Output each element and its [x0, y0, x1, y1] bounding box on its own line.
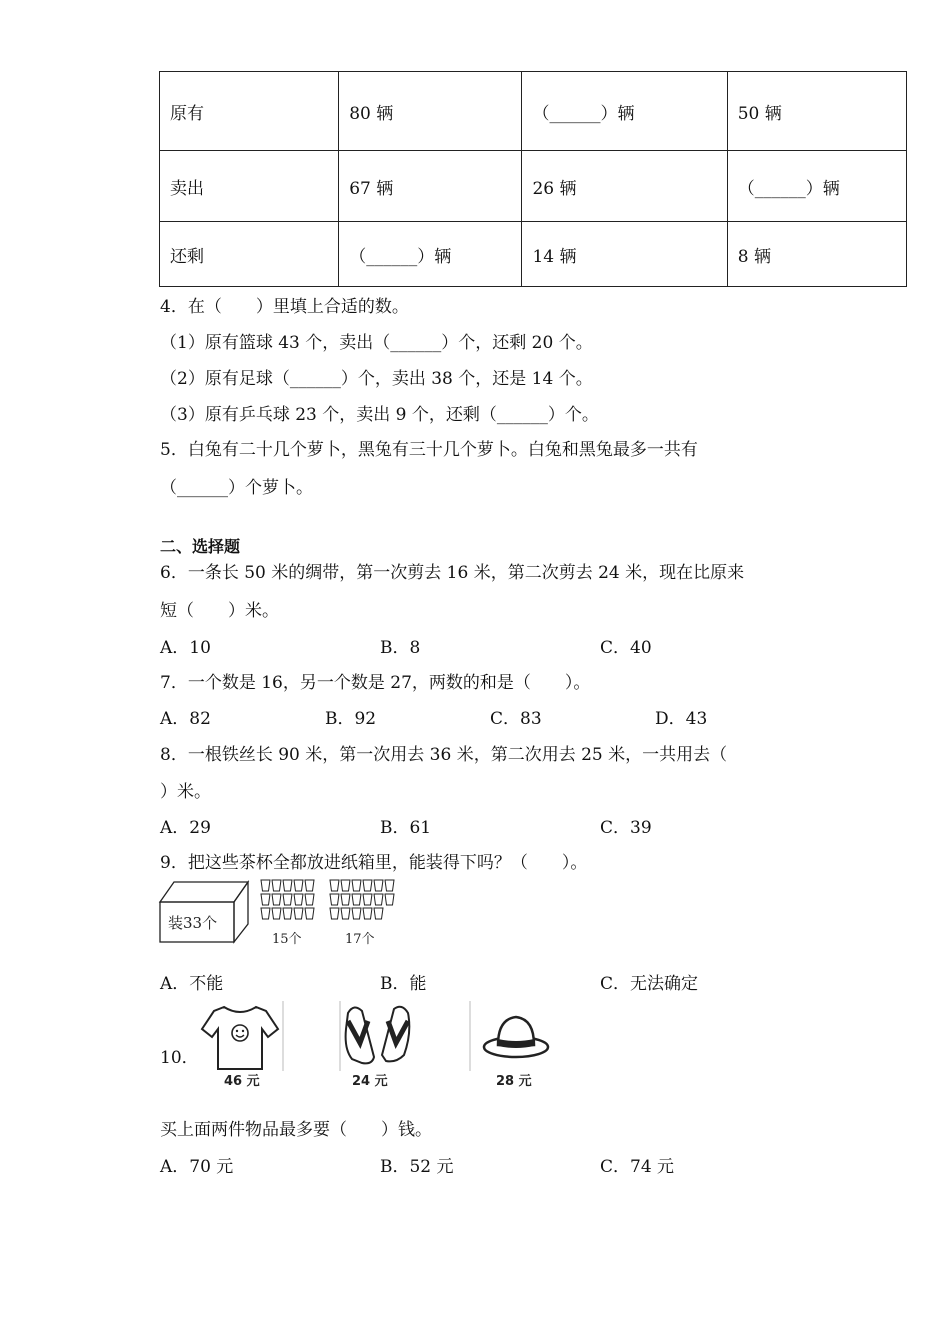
tshirt-price: 46 元: [224, 1074, 260, 1089]
cups-and-box-figure: [158, 876, 408, 948]
q9-option-a[interactable]: A．不能: [160, 974, 224, 994]
box-icon: [160, 882, 248, 942]
table-cell: 8 辆: [727, 222, 906, 287]
q7-option-d[interactable]: D．43: [655, 709, 708, 729]
q5-line2: （______）个萝卜。: [160, 478, 313, 498]
q8-option-a[interactable]: A．29: [160, 818, 211, 838]
q9-option-c[interactable]: C．无法确定: [600, 974, 699, 994]
table-cell: （______）辆: [522, 72, 727, 151]
table-cell: （______）辆: [339, 222, 522, 287]
table-row: [160, 222, 907, 287]
q7-option-c[interactable]: C．83: [490, 709, 542, 729]
table-row: [160, 72, 907, 151]
table-cell: 原有: [160, 72, 339, 151]
tshirt-figure: [196, 999, 286, 1091]
table-cell: 67 辆: [339, 151, 522, 222]
hat-icon: [484, 1017, 548, 1057]
table-cell: 50 辆: [727, 72, 906, 151]
slippers-price: 24 元: [352, 1074, 388, 1089]
q10-option-b[interactable]: B．52 元: [380, 1157, 454, 1177]
hat-price: 28 元: [496, 1074, 532, 1089]
q6-option-c[interactable]: C．40: [600, 638, 652, 658]
q9-stem: 9．把这些茶杯全都放进纸箱里，能装得下吗？（ ）。: [160, 853, 588, 873]
table-cell: 还剩: [160, 222, 339, 287]
q8-line2: ）米。: [160, 782, 211, 802]
cups-group2-label: 17个: [345, 932, 375, 947]
table-cell: 26 辆: [522, 151, 727, 222]
q4-sub1: （1）原有篮球 43 个，卖出（______）个，还剩 20 个。: [160, 333, 593, 353]
q10-option-a[interactable]: A．70 元: [160, 1157, 234, 1177]
table-cell: （______）辆: [727, 151, 906, 222]
q7-option-b[interactable]: B．92: [325, 709, 377, 729]
q6-option-b[interactable]: B．8: [380, 638, 421, 658]
q8-option-b[interactable]: B．61: [380, 818, 432, 838]
q10-number: 10．: [160, 1048, 199, 1068]
table-cell: 14 辆: [522, 222, 727, 287]
q6-line1: 6．一条长 50 米的绸带，第一次剪去 16 米，第二次剪去 24 米，现在比原来: [160, 563, 745, 583]
q4-stem: 4．在（ ）里填上合适的数。: [160, 297, 409, 317]
q4-sub2: （2）原有足球（______）个，卖出 38 个，还是 14 个。: [160, 369, 593, 389]
cups-group1-label: 15个: [272, 932, 302, 947]
q5-line1: 5．白兔有二十几个萝卜，黑兔有三十几个萝卜。白兔和黑兔最多一共有: [160, 440, 698, 460]
q9-option-b[interactable]: B．能: [380, 974, 427, 994]
section-title: 二、选择题: [160, 537, 241, 556]
box-label: 装33个: [168, 914, 218, 932]
cups-group-15-icon: [261, 880, 314, 919]
table-row: [160, 151, 907, 222]
slippers-icon: [346, 1007, 410, 1064]
q7-stem: 7．一个数是 16，另一个数是 27，两数的和是（ ）。: [160, 673, 591, 693]
q6-option-a[interactable]: A．10: [160, 638, 211, 658]
cups-group-17-icon: [330, 880, 394, 919]
q7-option-a[interactable]: A．82: [160, 709, 211, 729]
q4-sub3: （3）原有乒乓球 23 个，卖出 9 个，还剩（______）个。: [160, 405, 599, 425]
q8-line1: 8．一根铁丝长 90 米，第一次用去 36 米，第二次用去 25 米，一共用去（: [160, 745, 728, 765]
table-cell: 80 辆: [339, 72, 522, 151]
hat-figure: [468, 999, 560, 1091]
q8-option-c[interactable]: C．39: [600, 818, 652, 838]
q10-stem: 买上面两件物品最多要（ ）钱。: [160, 1120, 432, 1140]
table-cell: 卖出: [160, 151, 339, 222]
q6-line2: 短（ ）米。: [160, 601, 279, 621]
q10-option-c[interactable]: C．74 元: [600, 1157, 675, 1177]
slippers-figure: [338, 999, 420, 1091]
vehicle-table: [159, 71, 907, 287]
tshirt-icon: [202, 1007, 278, 1069]
